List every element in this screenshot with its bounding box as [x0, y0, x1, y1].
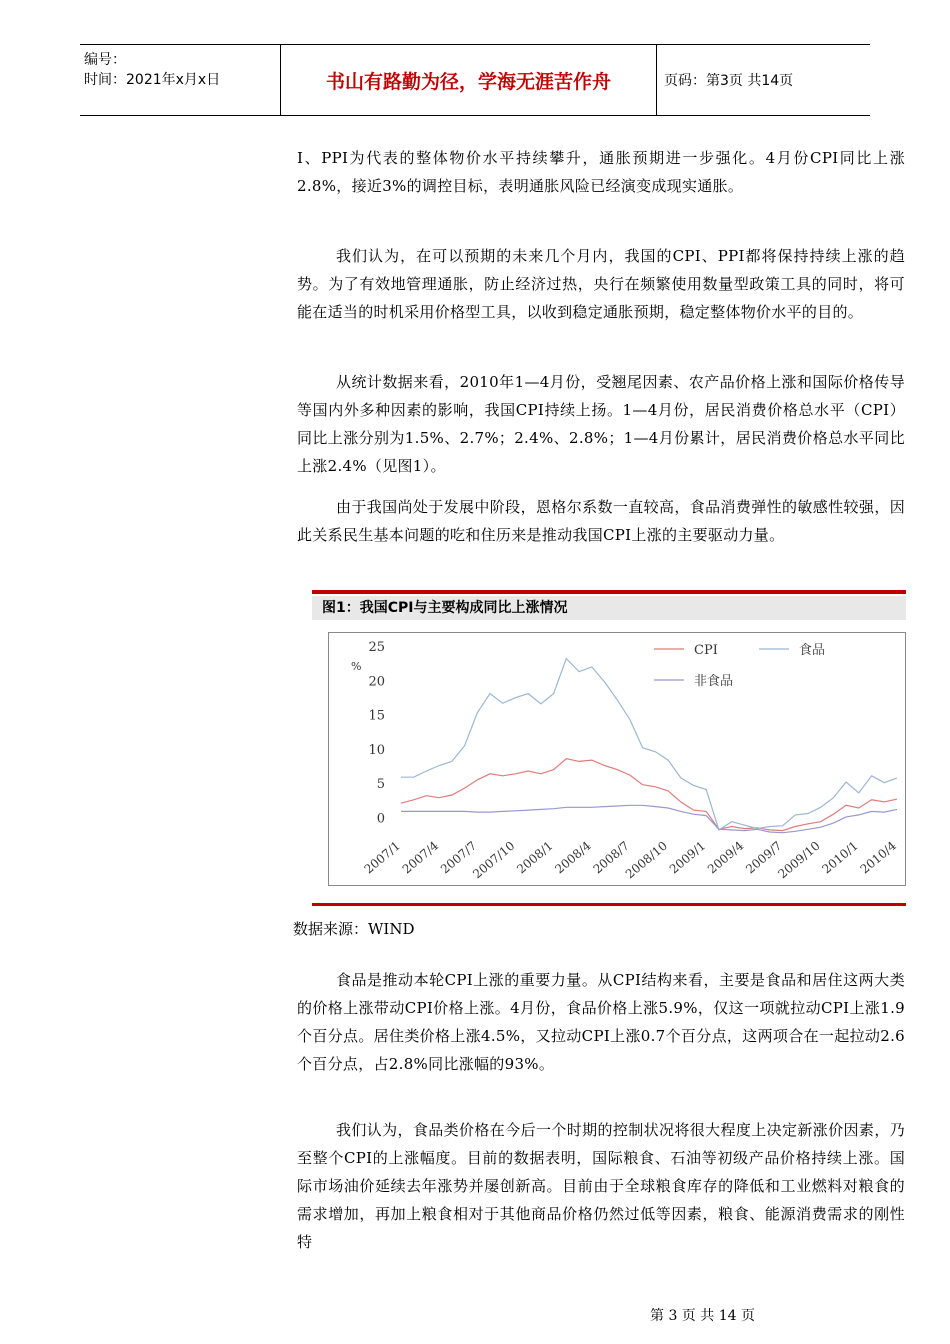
legend-label: 食品: [799, 643, 826, 658]
x-tick-label: 2008/1: [514, 838, 556, 877]
page-footer: 第 3 页 共 14 页: [650, 1308, 755, 1324]
date-label: 时间：2021年x月x日: [84, 72, 221, 88]
paragraph-3: 从统计数据来看，2010年1—4月份，受翘尾因素、农产品价格上涨和国际价格传导等国内外多种因素的影响，我国CPI持续上扬。1—4月份，居民消费价格总水平（CPI）同比上涨分别为1.5%、2.7%；2.4%、2.8%；1—4月份累计，居民消费价格总水平同比上涨2.4%（见图1）。: [297, 373, 905, 475]
paragraph-5: 食品是推动本轮CPI上涨的重要力量。从CPI结构来看，主要是食品和居住这两大类的价格上涨带动CPI价格上涨。4月份，食品价格上涨5.9%，仅这一项就拉动CPI上涨1.9个百分点。居住类价格上涨4.5%，又拉动CPI上涨0.7个百分点，这两项合在一起拉动2.6个百分点，占2.8%同比涨幅的93%。: [297, 971, 905, 1073]
x-tick-label: 2007/1: [361, 838, 403, 877]
cpi-line-chart: [329, 633, 905, 885]
number-label: 编号：: [84, 52, 126, 68]
figure-title: 图1：我国CPI与主要构成同比上涨情况: [312, 596, 906, 620]
header-motto: 书山有路勤为径，学海无涯苦作舟: [281, 45, 657, 115]
x-tick-label: 2009/10: [775, 838, 823, 882]
paragraph-2: 我们认为，在可以预期的未来几个月内，我国的CPI、PPI都将保持持续上涨的趋势。为了有效地管理通胀，防止经济过热，央行在频繁使用数量型政策工具的同时，将可能在适当的时机采用价格型工具，以收到稳定通胀预期，稳定整体物价水平的目的。: [297, 247, 905, 321]
header-meta: [80, 45, 281, 115]
y-tick-label: 10: [368, 742, 385, 758]
x-tick-label: 2007/7: [437, 838, 480, 877]
paragraph-6: 我们认为，食品类价格在今后一个时期的控制状况将很大程度上决定新涨价因素，乃至整个CPI的上涨幅度。目前的数据表明，国际粮食、石油等初级产品价格持续上涨。国际市场油价延续去年涨势并屡创新高。目前由于全球粮食库存的降低和工业燃料对粮食的需求增加，再加上粮食相对于其他商品价格仍然过低等因素，粮食、能源消费需求的刚性特: [297, 1121, 905, 1251]
figure-top-rule: [312, 590, 906, 594]
x-tick-label: 2007/10: [470, 838, 518, 882]
x-tick-label: 2009/1: [666, 838, 709, 877]
y-axis-unit: %: [351, 660, 362, 673]
x-tick-label: 2007/4: [399, 838, 442, 877]
y-tick-label: 20: [368, 674, 385, 690]
x-tick-label: 2009/4: [704, 838, 747, 877]
series-line-1: [401, 759, 897, 831]
figure: [312, 590, 906, 906]
page-header: [80, 44, 870, 116]
paragraph-1: I、PPI为代表的整体物价水平持续攀升，通胀预期进一步强化。4月份CPI同比上涨2.8%，接近3%的调控目标，表明通胀风险已经演变成现实通胀。: [297, 149, 905, 195]
y-tick-label: 5: [376, 777, 385, 793]
legend-label: CPI: [694, 643, 718, 658]
y-tick-label: 15: [368, 708, 385, 724]
figure-bottom-rule: [312, 903, 906, 906]
y-tick-label: 25: [368, 640, 385, 655]
header-page-label: 页码：第3页 共14页: [664, 73, 794, 89]
chart-frame: [328, 632, 906, 886]
x-tick-label: 2009/7: [743, 838, 785, 877]
series-line-2: [401, 659, 897, 830]
legend-label: 非食品: [694, 674, 734, 689]
y-tick-label: 0: [376, 811, 385, 827]
x-tick-label: 2008/7: [590, 838, 632, 877]
series-line-3: [401, 805, 897, 832]
figure-source: 数据来源：WIND: [293, 920, 415, 938]
x-tick-label: 2010/4: [857, 838, 899, 877]
paragraph-4: 由于我国尚处于发展中阶段，恩格尔系数一直较高，食品消费弹性的敏感性较强，因此关系民生基本问题的吃和住历来是推动我国CPI上涨的主要驱动力量。: [297, 498, 905, 544]
x-tick-label: 2010/1: [819, 838, 861, 877]
x-tick-label: 2008/10: [622, 838, 671, 882]
x-tick-label: 2008/4: [552, 838, 594, 877]
